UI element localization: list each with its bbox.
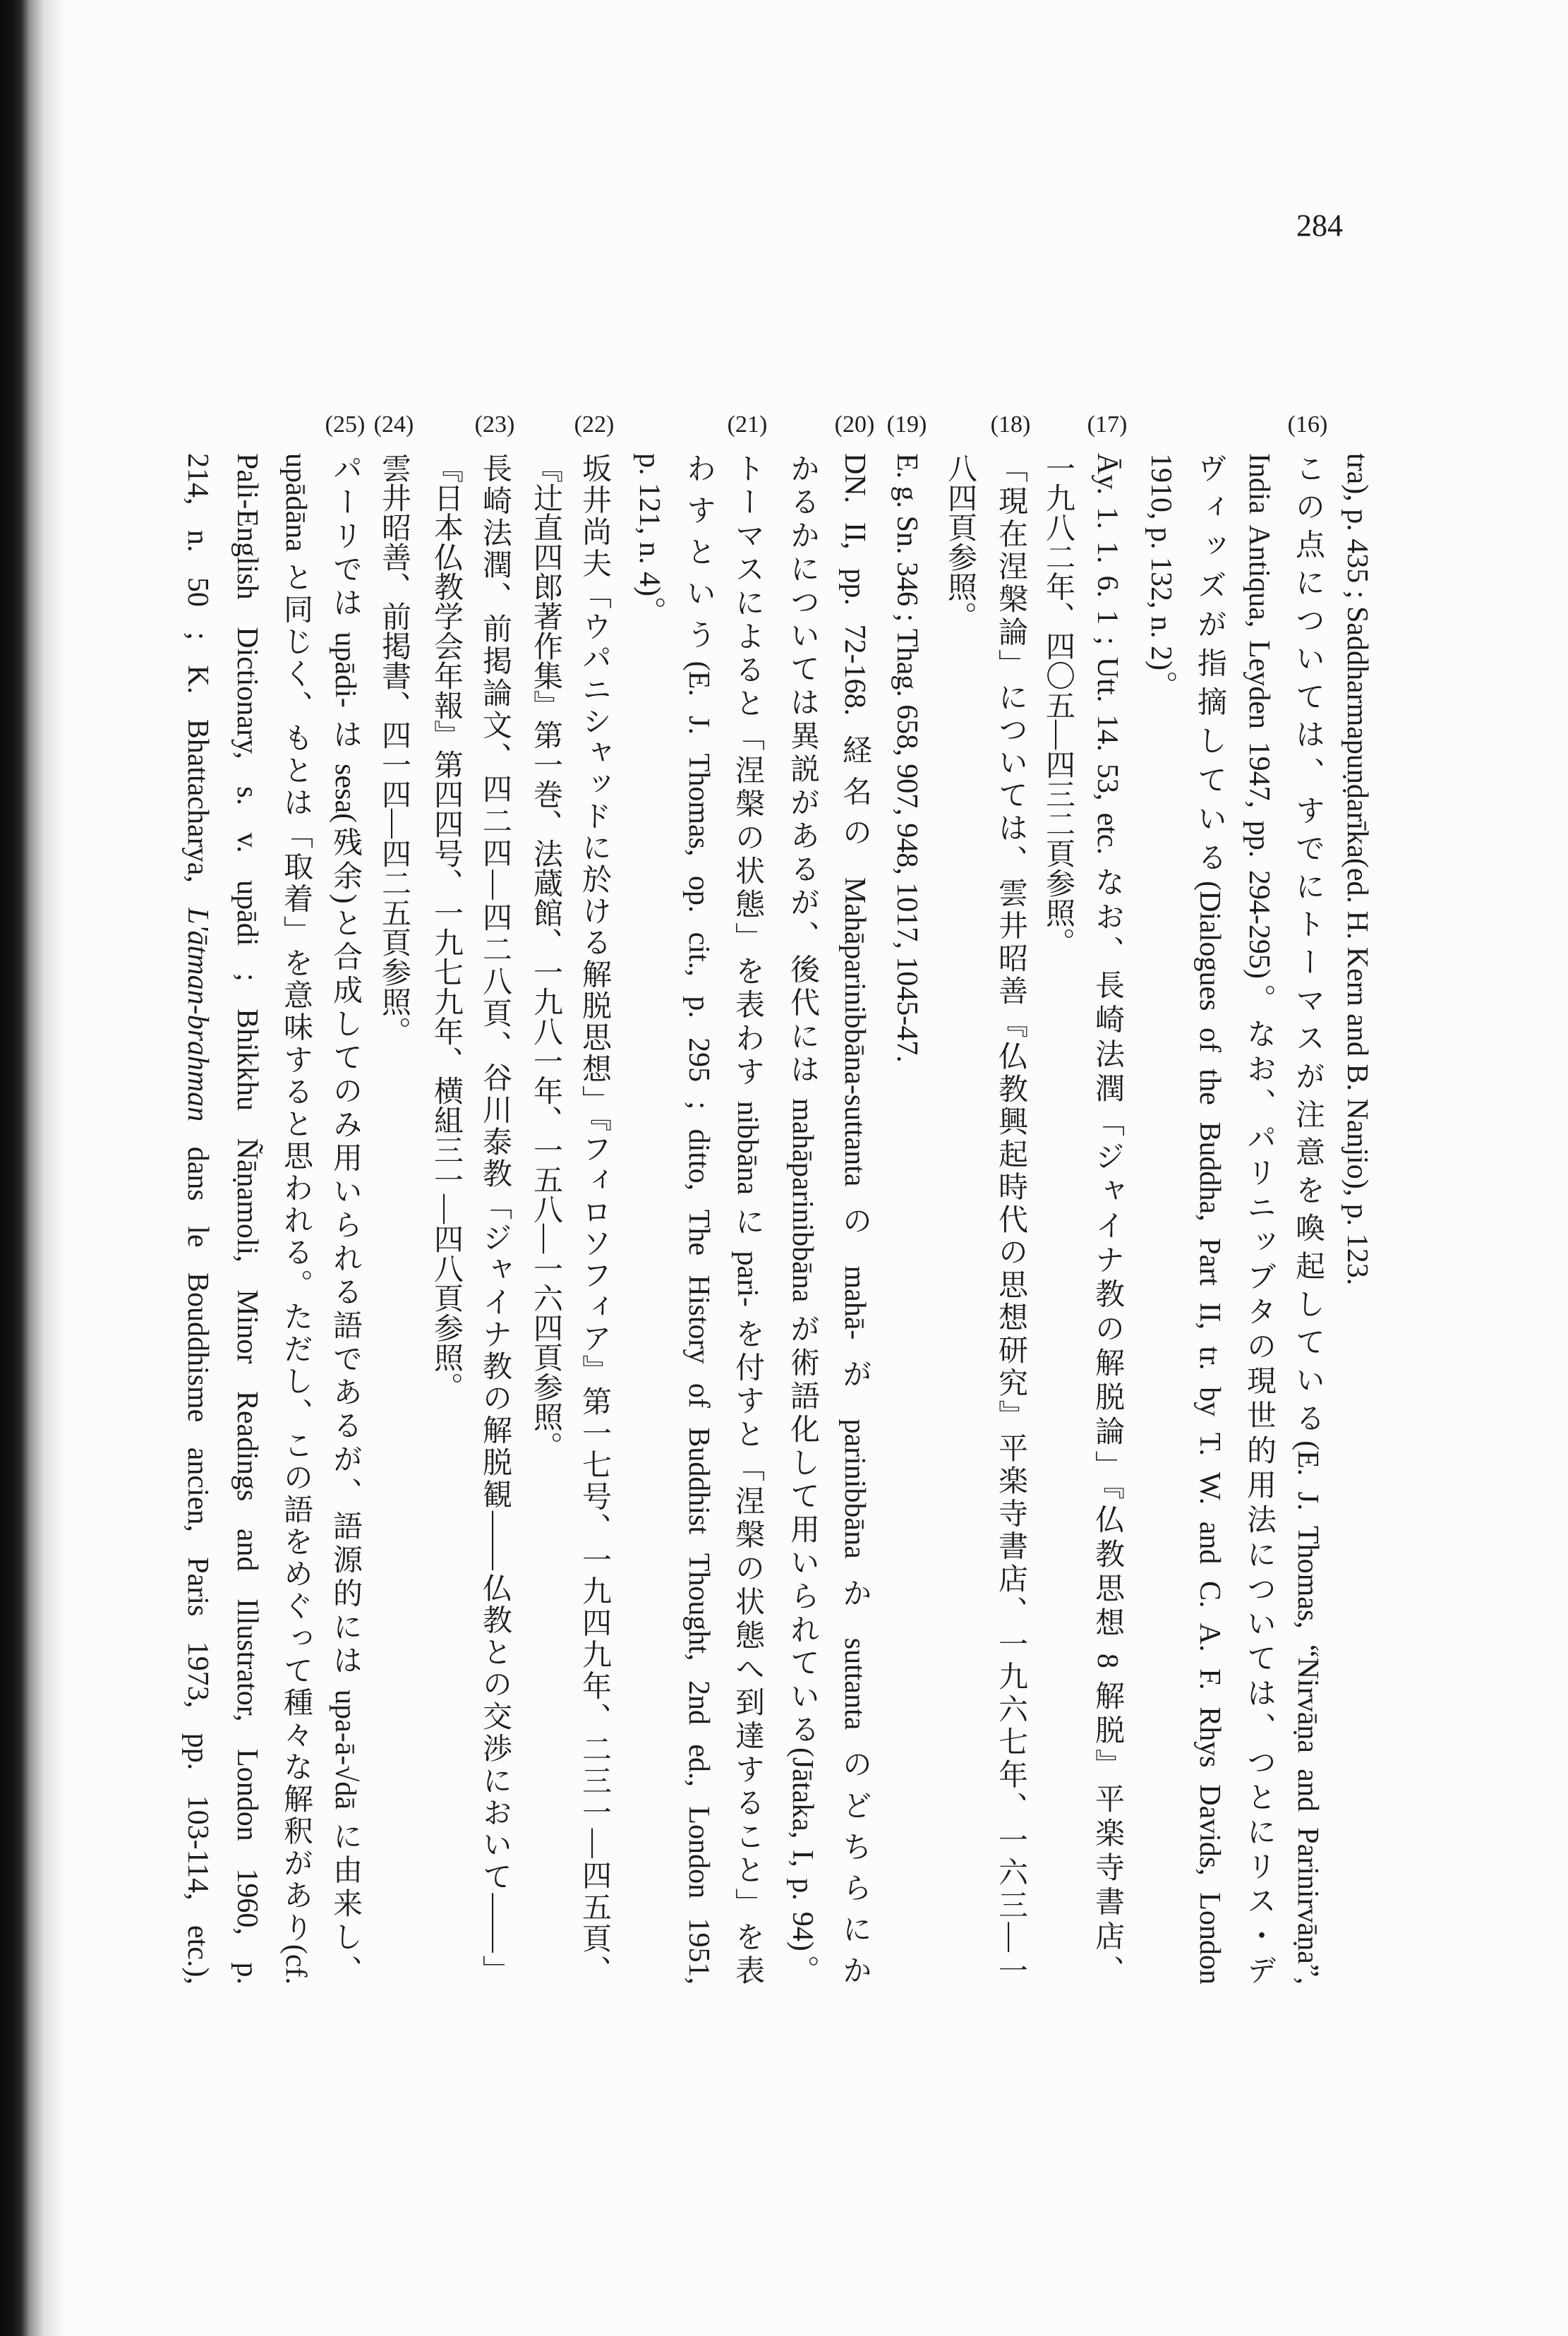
note-line: Pali-English Dictionary, s. v. upādi ; Bhikkhu Ñāṇamoli, Minor Readings and Illustrator, London 1960, p. [231, 453, 263, 1985]
note-number: (16) [1287, 411, 1328, 438]
note-line: 「現在涅槃論」については、雲井昭善『仏教興起時代の思想研究』平楽寺書店、一九六七年、一六三―一 [994, 453, 1027, 1985]
note-number: (24) [373, 411, 414, 438]
citation-text: 214, n. 50 ; K. Bhattacharya, [181, 453, 214, 908]
note-line: 八四頁参照。 [943, 453, 976, 631]
note-line: 『日本仏教学会年報』第四四号、一九七九年、横組三一―四八頁参照。 [430, 453, 462, 1402]
note-number: (25) [325, 411, 366, 438]
note-line: かるかについては異説があるが、後代には mahāparinibbāna が術語化して用いられている(Jātaka, I, p. 94)。 [786, 453, 819, 1985]
note-line: 一九八二年、四〇五―四三二頁参照。 [1042, 453, 1074, 957]
note-line: p. 121, n. 4)。 [633, 453, 665, 626]
note-line: 雲井昭善、前掲書、四一四―四二五頁参照。 [378, 453, 410, 1046]
note-line: upādāna と同じく、もとは「取着」を意味すると思われる。ただし、この語をめぐって種々な解釈があり(cf. [279, 453, 312, 1985]
note-number: (21) [727, 411, 768, 438]
note-line: 長崎法潤、前掲論文、四二四―四二八頁、谷川泰教「ジャイナ教の解脱観――仏教との交渉において――」 [478, 453, 511, 1985]
note-line: 坂井尚夫「ウパニシャッドに於ける解脱思想」『フィロソフィア』第一七号、一九四九年、二三一―四五頁、 [578, 453, 610, 1985]
note-line: 1910, p. 132, n. 2)。 [1145, 453, 1177, 700]
note-line: DN. II, pp. 72-168. 経名の Mahāparinibbāna-suttanta の mahā- が parinibbāna か suttanta のどちらにか [838, 453, 871, 1985]
note-line: India Antiqua, Leyden 1947, pp. 294-295)。なお、パリニッブタの現世的用法については、つとにリス・デ [1243, 453, 1275, 1985]
note-line: トーマスによると「涅槃の状態」を表わす nibbāna に pari- を付すと「涅槃の状態へ到達すること」を表 [731, 453, 764, 1985]
binding-shadow [0, 0, 85, 2336]
note-line: E. g. Sn. 346 ; Thag. 658, 907, 948, 1017, 1045-47. [891, 453, 923, 1063]
note-number: (22) [574, 411, 615, 438]
italic-title: L'ātman-brahman [181, 908, 214, 1122]
note-line: Āy. 1. 1. 6. 1 ; Utt. 14. 53, etc. なお、長崎法潤「ジャイナ教の解脱論」『仏教思想 8 解脱』平楽寺書店、 [1091, 453, 1123, 1985]
note-number: (20) [834, 411, 875, 438]
note-line: ヴィッズが指摘している(Dialogues of the Buddha, Part II, tr. by T. W. and C. A. F. Rhys Davids, London [1193, 453, 1226, 1985]
note-line: わすという(E. J. Thomas, op. cit., p. 295 ; ditto, The History of Buddhist Thought, 2nd ed., London 1951, [682, 453, 715, 1985]
note-line: この点については、すでにトーマスが注意を喚起している(E. J. Thomas, “Nirvāṇa and Parinirvāṇa”, [1291, 453, 1324, 1985]
note-number: (23) [474, 411, 515, 438]
note-number: (18) [990, 411, 1031, 438]
note-line [176, 453, 219, 1985]
page-number: 284 [1296, 208, 1343, 243]
note-line: 『辻直四郎著作集』第一巻、法蔵館、一九八一年、一五八―一六四頁参照。 [529, 453, 562, 1461]
note-number: (17) [1087, 411, 1128, 438]
note-number: (19) [886, 411, 927, 438]
note-line: パーリでは upādi- は sesa(残余)と合成してのみ用いられる語であるが、語源的には upa-ā-√dā に由来し、 [329, 453, 361, 1985]
note-line: tra), p. 435 ; Saddharmapuṇḍarīka(ed. H. Kern and B. Nanjio), p. 123. [1341, 453, 1373, 1286]
citation-text: dans le Bouddhisme ancien, Paris 1973, pp. 103-114, etc.), [181, 1121, 214, 1985]
